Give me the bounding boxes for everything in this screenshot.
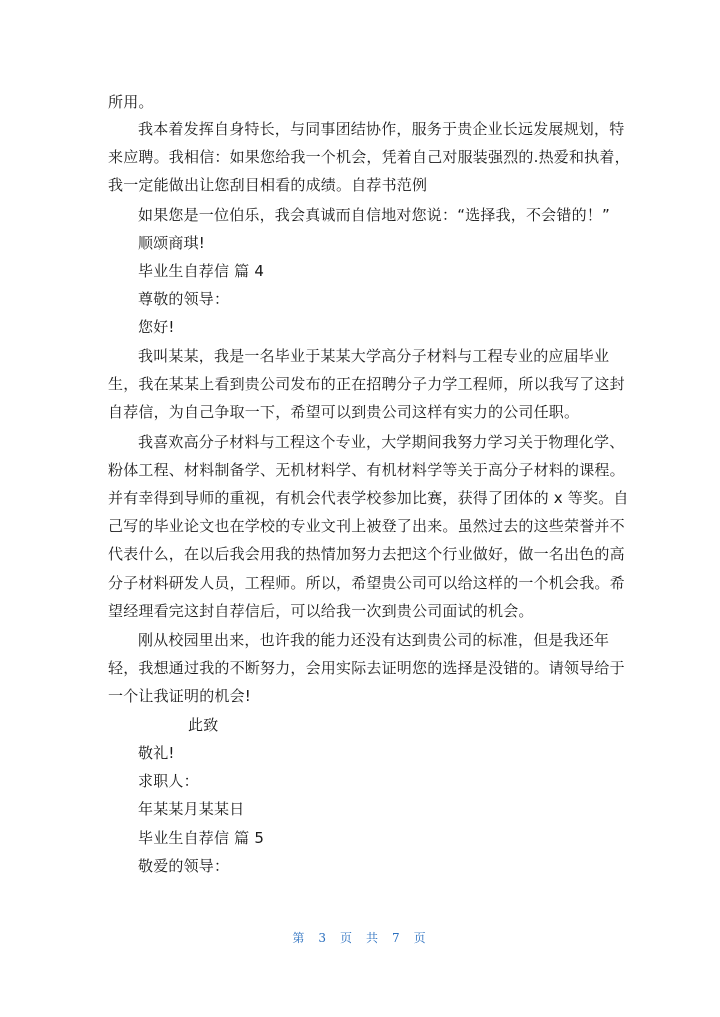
footer-ye: 页 — [339, 931, 354, 945]
section-heading: 毕业生自荐信 篇 4 — [138, 262, 265, 280]
paragraph-line: 刚从校园里出来，也许我的能力还没有达到贵公司的标准，但是我还年 — [138, 631, 610, 649]
paragraph-line: 代表什么，在以后我会用我的热情加努力去把这个行业做好，做一名出色的高 — [108, 545, 625, 563]
paragraph-line: 我本着发挥自身特长，与同事团结协作，服务于贵企业长远发展规划，特 — [138, 120, 625, 138]
salutation: 尊敬的领导： — [138, 290, 230, 308]
paragraph-line: 自荐信，为自己争取一下，希望可以到贵公司这样有实力的公司任职。 — [108, 403, 580, 421]
salutation: 敬爱的领导： — [138, 857, 230, 875]
paragraph-line: 一个让我证明的机会! — [108, 687, 252, 705]
footer-di: 第 — [292, 931, 307, 945]
paragraph-line: 来应聘。我相信：如果您给我一个机会，凭着自己对服装强烈的.热爱和执着， — [108, 148, 630, 166]
paragraph-line: 所用。 — [108, 93, 154, 111]
footer-total-pages: 7 — [392, 931, 402, 945]
footer-ye: 页 — [413, 931, 428, 945]
paragraph-line: 己写的毕业论文也在学校的专业文刊上被登了出来。虽然过去的这些荣誉并不 — [108, 517, 625, 535]
paragraph-line: 轻，我想通过我的不断努力，会用实际去证明您的选择是没错的。请领导给于 — [108, 659, 625, 677]
paragraph-line: 如果您是一位伯乐，我会真诚而自信地对您说：“选择我，不会错的！” — [138, 206, 610, 224]
paragraph-line: 我喜欢高分子材料与工程这个专业，大学期间我努力学习关于物理化学、 — [138, 433, 625, 451]
closing-line: 顺颂商琪! — [138, 234, 206, 252]
paragraph-line: 望经理看完这封自荐信后，可以给我一次到贵公司面试的机会。 — [108, 602, 534, 620]
paragraph-line: 粉体工程、材料制备学、无机材料学、有机材料学等关于高分子材料的课程。 — [108, 461, 625, 479]
closing-line: 敬礼! — [138, 744, 175, 762]
closing-line: 此致 — [188, 716, 219, 734]
signature-label: 求职人： — [138, 772, 199, 790]
paragraph-line: 我叫某某，我是一名毕业于某某大学高分子材料与工程专业的应届毕业 — [138, 347, 610, 365]
page-footer — [0, 929, 720, 946]
paragraph-line: 生，我在某某上看到贵公司发布的正在招聘分子力学工程师，所以我写了这封 — [108, 375, 625, 393]
paragraph-line: 我一定能做出让您刮目相看的成绩。自荐书范例 — [108, 176, 428, 194]
footer-gong: 共 — [366, 931, 381, 945]
section-heading: 毕业生自荐信 篇 5 — [138, 829, 265, 847]
footer-page-number: 3 — [318, 931, 328, 945]
paragraph-line: 分子材料研发人员，工程师。所以，希望贵公司可以给这样的一个机会我。希 — [108, 574, 625, 592]
greeting: 您好! — [138, 318, 175, 336]
date-line: 年某某月某某日 — [138, 800, 245, 818]
paragraph-line: 并有幸得到导师的重视，有机会代表学校参加比赛，获得了团体的 x 等奖。自 — [108, 489, 629, 507]
